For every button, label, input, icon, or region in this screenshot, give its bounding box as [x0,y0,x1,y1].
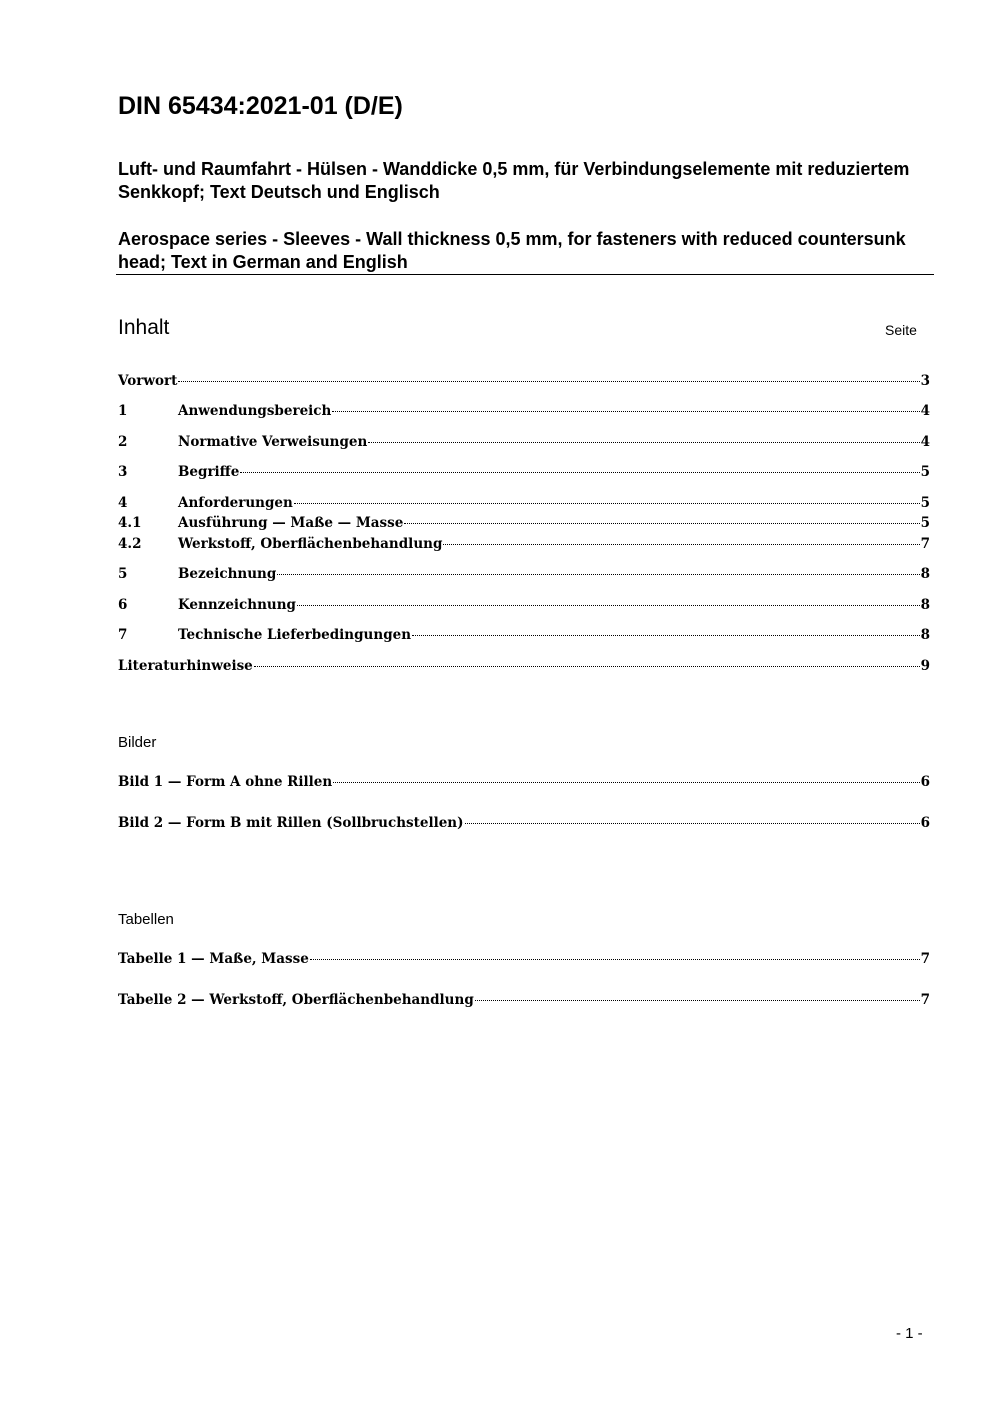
toc-entry-foreword[interactable] [118,371,930,391]
toc-entry-title: Literaturhinweise [118,658,253,674]
figure-entry-page: 6 [920,774,930,790]
toc-entry-5[interactable] [118,564,930,584]
toc-leader [475,1000,920,1001]
toc-leader [297,605,920,606]
figure-entry-title: Bild 1 — Form A ohne Rillen [118,774,333,790]
toc-entry-page: 8 [920,597,930,613]
toc-entry-page: 4 [920,403,930,419]
toc-entry-7[interactable] [118,625,930,645]
toc-entry-number: 6 [118,597,128,613]
toc-entry-page: 8 [920,566,930,582]
toc-leader [240,472,919,473]
toc-entry-1[interactable] [118,401,930,421]
toc-entry-6[interactable] [118,595,930,615]
toc-entry-4-1[interactable] [118,513,930,533]
toc-entry-title: Begriffe [178,464,240,480]
toc-entry-page: 4 [920,434,930,450]
title-english: Aerospace series - Sleeves - Wall thickness 0,5 mm, for fasteners with reduced countersunk head; Text in German and English [118,229,906,272]
toc-leader [294,503,920,504]
toc-leader [310,959,920,960]
toc-entry-title: Kennzeichnung [178,597,296,613]
toc-entry-bibliography[interactable] [118,656,930,676]
figure-entry-title: Bild 2 — Form B mit Rillen (Sollbruchstellen) [118,815,464,831]
toc-entry-number: 7 [118,627,128,643]
figures-heading: Bilder [118,734,157,751]
toc-entry-page: 9 [920,658,930,674]
toc-entry-page: 5 [920,515,930,531]
toc-leader [404,523,919,524]
toc-entry-3[interactable] [118,462,930,482]
figure-entry-page: 6 [920,815,930,831]
toc-entry-2[interactable] [118,432,930,452]
toc-entry-title: Anforderungen [178,495,293,511]
table-entry-title: Tabelle 1 — Maße, Masse [118,951,309,967]
toc-entry-number: 5 [118,566,128,582]
toc-leader [443,544,919,545]
toc-leader [277,574,919,575]
toc-entry-number: 3 [118,464,128,480]
toc-entry-page: 3 [920,373,930,389]
tables-heading: Tabellen [118,911,174,928]
toc-entry-number: 4.2 [118,536,142,552]
toc-entry-title: Technische Lieferbedingungen [178,627,412,643]
page-number: - 1 - [896,1325,923,1342]
toc-entry-page: 5 [920,495,930,511]
toc-entry-page: 5 [920,464,930,480]
toc-leader [254,666,920,667]
toc-entry-page: 8 [920,627,930,643]
figure-entry[interactable] [118,813,930,833]
toc-leader [178,381,919,382]
toc-entry-title: Anwendungsbereich [178,403,332,419]
toc-entry-page: 7 [920,536,930,552]
figure-entry[interactable] [118,772,930,792]
title-divider [116,274,934,275]
toc-leader [332,411,919,412]
page-column-label: Seite [885,322,917,338]
toc-entry-4-2[interactable] [118,534,930,554]
document-id: DIN 65434:2021-01 (D/E) [118,92,403,120]
toc-entry-number: 1 [118,403,128,419]
toc-leader [333,782,919,783]
table-entry-page: 7 [920,951,930,967]
toc-entry-title: Ausführung — Maße — Masse [178,515,404,531]
toc-leader [412,635,920,636]
table-entry-page: 7 [920,992,930,1008]
toc-entry-number: 4 [118,495,128,511]
toc-heading: Inhalt [118,316,170,339]
toc-entry-title: Vorwort [118,373,178,389]
table-entry[interactable] [118,949,930,969]
toc-entry-number: 2 [118,434,128,450]
toc-entry-4[interactable] [118,493,930,513]
toc-entry-title: Werkstoff, Oberflächenbehandlung [178,536,443,552]
toc-entry-title: Normative Verweisungen [178,434,368,450]
title-german: Luft- und Raumfahrt - Hülsen - Wanddicke 0,5 mm, für Verbindungselemente mit reduziertem Senkkopf; Text Deutsch und Englisch [118,159,910,202]
table-entry-title: Tabelle 2 — Werkstoff, Oberflächenbehandlung [118,992,474,1008]
toc-leader [368,442,919,443]
table-entry[interactable] [118,990,930,1010]
toc-entry-number: 4.1 [118,515,142,531]
toc-leader [465,823,920,824]
toc-entry-title: Bezeichnung [178,566,277,582]
